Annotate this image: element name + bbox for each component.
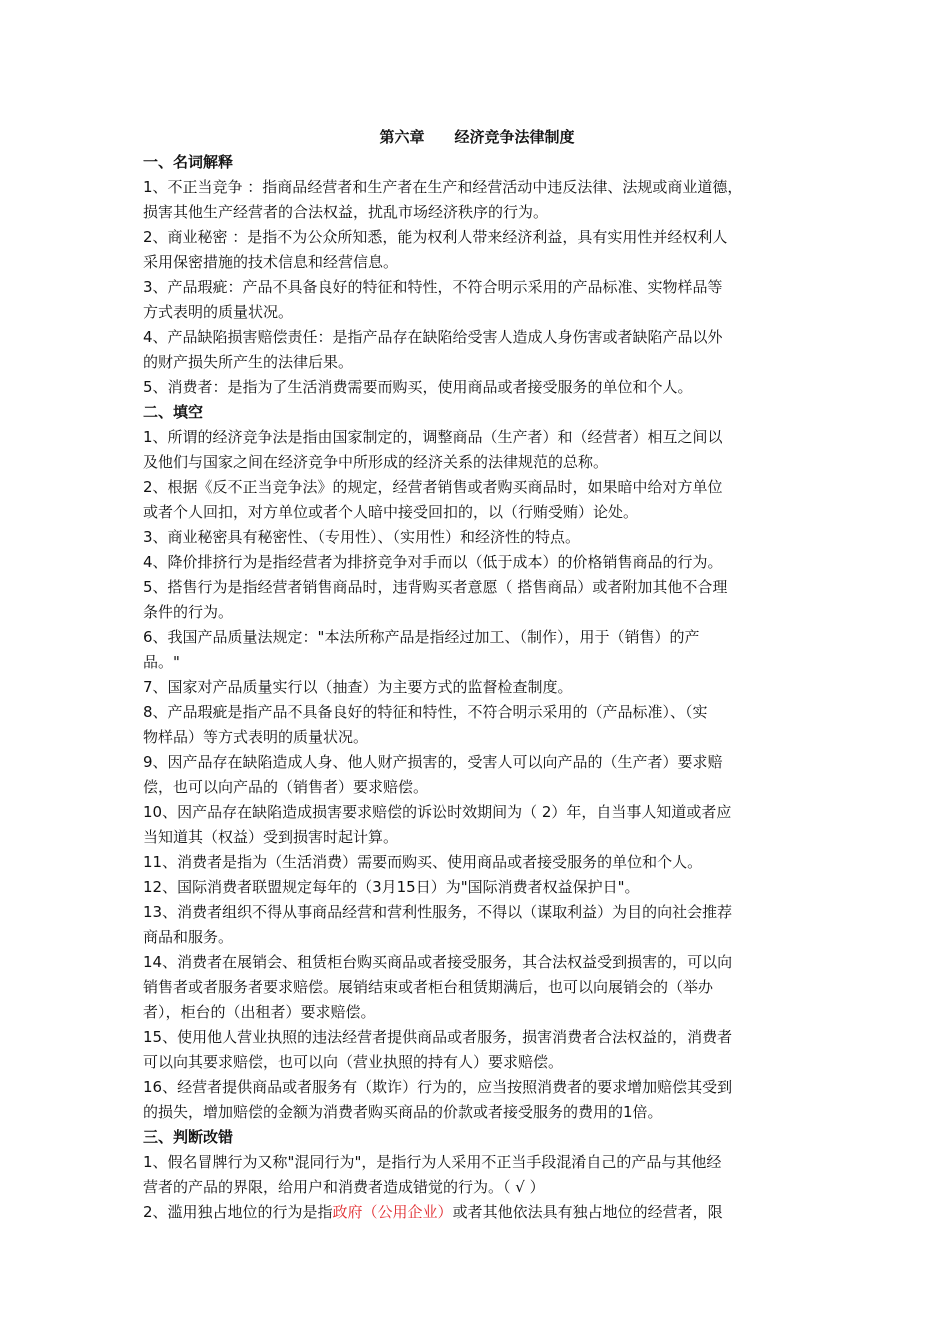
text-line: 方式表明的质量状况。 [143, 303, 294, 321]
section-heading: 一、名词解释 [143, 153, 234, 171]
list-item [143, 225, 811, 275]
text-line: 2、商业秘密 ：是指不为公众所知悉，能为权利人带来经济利益，具有实用性并经权利人 [143, 228, 728, 246]
section-heading: 二、填空 [143, 403, 204, 421]
text-line: 2、根据《反不正当竞争法》的规定，经营者销售或者购买商品时，如果暗中给对方单位 [143, 478, 723, 496]
text-line [143, 1200, 811, 1225]
text-line: 4、产品缺陷损害赔偿责任：是指产品存在缺陷给受害人造成人身伤害或者缺陷产品以外 [143, 328, 723, 346]
list-item [143, 625, 811, 675]
text-line: 或者个人回扣，对方单位或者个人暗中接受回扣的，以（行贿受贿）论处。 [143, 503, 639, 521]
text-line: 可以向其要求赔偿，也可以向（营业执照的持有人）要求赔偿。 [143, 1053, 564, 1071]
list-item [143, 475, 811, 525]
list-item [143, 750, 811, 800]
text-line: 10、因产品存在缺陷造成损害要求赔偿的诉讼时效期间为（ 2）年，自当事人知道或者应 [143, 803, 732, 821]
highlighted-text: 政府（公用企业） [332, 1203, 453, 1221]
text-line: 采用保密措施的技术信息和经营信息。 [143, 253, 399, 271]
list-item [143, 800, 811, 850]
text-line: 品。" [143, 653, 180, 671]
text-line: 14、消费者在展销会、租赁柜台购买商品或者接受服务，其合法权益受到损害的，可以向 [143, 953, 733, 971]
list-item [143, 1075, 811, 1125]
text-line: 3、商业秘密具有秘密性、（专用性）、（实用性）和经济性的特点。 [143, 528, 581, 546]
list-item [143, 575, 811, 625]
text-line: 5、消费者：是指为了生活消费需要而购买，使用商品或者接受服务的单位和个人。 [143, 378, 693, 396]
text-line: 5、搭售行为是指经营者销售商品时，违背购买者意愿（ 搭售商品）或者附加其他不合理 [143, 578, 728, 596]
text-line: 7、国家对产品质量实行以（抽查）为主要方式的监督检查制度。 [143, 678, 573, 696]
text-line: 8、产品瑕疵是指产品不具备良好的特征和特性，不符合明示采用的（产品标准）、（实 [143, 703, 708, 721]
text-line: 及他们与国家之间在经济竞争中所形成的经济关系的法律规范的总称。 [143, 453, 609, 471]
text-line: 16、经营者提供商品或者服务有（欺诈）行为的，应当按照消费者的要求增加赔偿其受到 [143, 1078, 733, 1096]
text-line: 15、使用他人营业执照的违法经营者提供商品或者服务，损害消费者合法权益的，消费者 [143, 1028, 733, 1046]
document-page [143, 124, 811, 1225]
text-line: 1、假名冒牌行为又称"混同行为"，是指行为人采用不正当手段混淆自己的产品与其他经 [143, 1153, 722, 1171]
text-line: 营者的产品的界限，给用户和消费者造成错觉的行为。（ √ ） [143, 1178, 545, 1196]
chapter-title: 第六章 经济竞争法律制度 [379, 128, 575, 146]
text-line: 损害其他生产经营者的合法权益，扰乱市场经济秩序的行为。 [143, 203, 549, 221]
text-line: 条件的行为。 [143, 603, 234, 621]
list-item [143, 525, 811, 550]
list-item [143, 275, 811, 325]
text-line: 1、所谓的经济竞争法是指由国家制定的，调整商品（生产者）和（经营者）相互之间以 [143, 428, 723, 446]
text-line: 的财产损失所产生的法律后果。 [143, 353, 354, 371]
list-item [143, 550, 811, 575]
section-heading: 三、判断改错 [143, 1128, 234, 1146]
list-item [143, 325, 811, 375]
text-line: 当知道其（权益）受到损害时起计算。 [143, 828, 399, 846]
text-line: 1、不正当竞争 ：指商品经营者和生产者在生产和经营活动中违反法律、法规或商业道德， [143, 178, 743, 196]
list-item [143, 375, 811, 400]
list-item [143, 175, 811, 225]
text-line: 9、因产品存在缺陷造成人身、他人财产损害的，受害人可以向产品的（生产者）要求赔 [143, 753, 723, 771]
list-item [143, 1025, 811, 1075]
document-body [143, 150, 811, 1200]
list-item [143, 1200, 811, 1225]
text-line: 物样品）等方式表明的质量状况。 [143, 728, 369, 746]
list-item [143, 675, 811, 700]
text-line: 销售者或者服务者要求赔偿。展销结束或者柜台租赁期满后，也可以向展销会的（举办 [143, 978, 714, 996]
list-item [143, 1150, 811, 1200]
text-segment: 2、滥用独占地位的行为是指 [143, 1203, 333, 1221]
list-item [143, 425, 811, 475]
list-item [143, 850, 811, 875]
text-line: 偿，也可以向产品的（销售者）要求赔偿。 [143, 778, 429, 796]
list-item [143, 700, 811, 750]
list-item [143, 950, 811, 1025]
text-line: 的损失，增加赔偿的金额为消费者购买商品的价款或者接受服务的费用的1倍。 [143, 1103, 663, 1121]
text-segment: 或者其他依法具有独占地位的经营者，限 [452, 1203, 723, 1221]
list-item [143, 900, 811, 950]
text-line: 6、我国产品质量法规定："本法所称产品是指经过加工、（制作），用于（销售）的产 [143, 628, 700, 646]
text-line: 12、国际消费者联盟规定每年的（3月15日）为"国际消费者权益保护日"。 [143, 878, 640, 896]
text-line: 4、降价排挤行为是指经营者为排挤竞争对手而以（低于成本）的价格销售商品的行为。 [143, 553, 723, 571]
text-line: 商品和服务。 [143, 928, 234, 946]
text-line: 者），柜台的（出租者）要求赔偿。 [143, 1003, 376, 1021]
list-item [143, 875, 811, 900]
text-line: 11、消费者是指为（生活消费）需要而购买、使用商品或者接受服务的单位和个人。 [143, 853, 703, 871]
text-line: 13、消费者组织不得从事商品经营和营利性服务，不得以（谋取利益）为目的向社会推荐 [143, 903, 733, 921]
text-line: 3、产品瑕疵：产品不具备良好的特征和特性，不符合明示采用的产品标准、实物样品等 [143, 278, 723, 296]
